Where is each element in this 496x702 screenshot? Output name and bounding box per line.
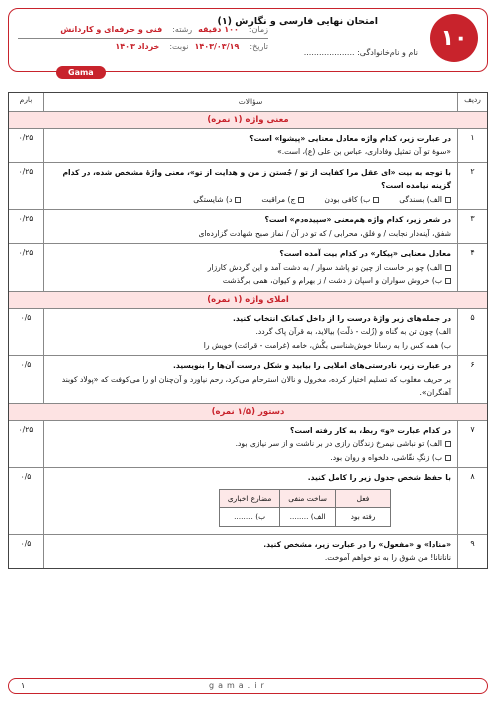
option[interactable]: د) شایستگی bbox=[193, 193, 241, 207]
question-line: ب) همه کس را به رسانا خوش‌شناسی بگُش، خامه (غرامت - قرائت) خویش را bbox=[203, 340, 451, 350]
option[interactable]: ب) زنگِ نقّاشی، دلخواه و روان بود. bbox=[50, 451, 451, 465]
question-line: نانانانا! من شوق را به تو خواهم آموخت. bbox=[324, 553, 451, 562]
checkbox-icon[interactable] bbox=[298, 197, 304, 203]
question-line: بر حریف مغلوب که تسلیم اختیار کرده، مخرول و نالان استرحام می‌کرد، رحم نیاورد و آن‌چنان او را می‌کوفت که «پولاد کوبند آهنگران». bbox=[61, 374, 451, 397]
question-text: در عبارت زیر، نادرستی‌های املایی را بیابید و شکل درست آن‌ها را بنویسید. bbox=[173, 361, 451, 370]
section-title: دستور (۱/۵ نمره) bbox=[9, 404, 487, 421]
question-line: شفق، آینه‌دار نجابت / و فلق، محرابی / که تو در آن / نماز صبح شهادت گزارده‌ای bbox=[198, 228, 451, 238]
question-mark: ۰/۵ bbox=[20, 472, 32, 481]
time-value: ۱۰۰ دقیقه bbox=[198, 25, 239, 34]
page-number: ۱ bbox=[21, 681, 26, 690]
question-number: ۴ bbox=[457, 244, 487, 291]
question-mark: ۰/۲۵ bbox=[18, 248, 34, 257]
question-row bbox=[9, 309, 487, 357]
question-number: ۸ bbox=[457, 468, 487, 534]
question-text: معادل معنایی «پیکار» در کدام بیت آمده است؟ bbox=[279, 249, 451, 258]
verb-table-header: مضارع اخباری bbox=[219, 489, 279, 508]
site-url[interactable]: gama.ir bbox=[209, 681, 268, 690]
option[interactable]: الف) تو نباشی نیمرخ زندگان رازی در بر ناشت و از سر نیازی بود. bbox=[50, 437, 451, 451]
checkbox-icon[interactable] bbox=[445, 278, 451, 284]
question-body bbox=[43, 163, 457, 210]
verb-table-cell[interactable]: الف) ........ bbox=[280, 508, 336, 527]
question-number: ۶ bbox=[457, 356, 487, 403]
question-line: «سوهٔ تو آن تمثیل وفاداری، عباس بن علی (ع)، است.» bbox=[277, 147, 451, 156]
date-value: ۱۴۰۳/۰۳/۱۹ bbox=[194, 42, 240, 51]
question-row bbox=[9, 129, 487, 163]
field-value: فنی و حرفه‌ای و کاردانش bbox=[60, 25, 163, 34]
question-row bbox=[9, 468, 487, 535]
question-mark: ۰/۲۵ bbox=[18, 166, 34, 176]
checkbox-icon[interactable] bbox=[445, 197, 451, 203]
question-number: ۵ bbox=[457, 309, 487, 356]
question-text: در عبارت زیر، کدام واژه معادل معنایی «پیشوا» است؟ bbox=[249, 133, 451, 143]
question-text: در کدام عبارت «و» ربط، به کار رفته است؟ bbox=[290, 425, 451, 435]
option[interactable]: الف) چو بر خاست از چین تو پاشد سوار / به دشت آمد و این گردش کارزار bbox=[50, 261, 451, 275]
question-text: در شعر زیر، کدام واژه هم‌معنی «سپیده‌دم» است؟ bbox=[264, 215, 451, 224]
gama-logo: Gama bbox=[56, 66, 106, 79]
question-mark: ۰/۲۵ bbox=[18, 132, 34, 142]
info-row-2 bbox=[18, 39, 268, 55]
checkbox-icon[interactable] bbox=[445, 455, 451, 461]
question-row bbox=[9, 535, 487, 568]
option[interactable]: الف) بسندگی bbox=[399, 193, 451, 207]
question-mark: ۰/۵ bbox=[20, 538, 32, 548]
question-body bbox=[43, 535, 457, 568]
question-body bbox=[43, 421, 457, 468]
question-row bbox=[9, 244, 487, 292]
question-mark: ۰/۲۵ bbox=[18, 214, 34, 223]
question-body bbox=[43, 309, 457, 356]
student-name-label: نام و نام‌خانوادگی: .................... bbox=[303, 48, 418, 57]
option[interactable]: ب) خروش سواران و اسپان ز دشت / ز بهرام و کیوان، همی برگذشت bbox=[50, 274, 451, 288]
table-header bbox=[9, 93, 487, 112]
verb-table-cell[interactable]: ب) ........ bbox=[219, 508, 279, 527]
question-number: ۱ bbox=[457, 129, 487, 162]
exam-header bbox=[8, 8, 488, 80]
exam-title: امتحان نهایی فارسی و نگارش (۱) bbox=[217, 16, 378, 27]
question-text: در جمله‌های زیر واژهٔ درست را از داخل کمانک انتخاب کنید. bbox=[232, 313, 451, 323]
question-body bbox=[43, 356, 457, 403]
question-number: ۳ bbox=[457, 210, 487, 243]
questions-table bbox=[8, 92, 488, 569]
question-body bbox=[43, 129, 457, 162]
verb-table-cell: رفته بود bbox=[336, 508, 391, 527]
exam-page bbox=[8, 8, 488, 694]
turn-label: نوبت: bbox=[169, 42, 189, 51]
section-title: املای واژه (۱ نمره) bbox=[9, 292, 487, 309]
grade-badge: ۱۰ bbox=[430, 14, 478, 62]
exam-info bbox=[18, 22, 268, 55]
date-label: تاریخ: bbox=[249, 42, 268, 51]
option[interactable]: ب) کافی بودن bbox=[324, 193, 379, 207]
question-mark: ۰/۵ bbox=[20, 312, 32, 322]
checkbox-icon[interactable] bbox=[235, 197, 241, 203]
question-row bbox=[9, 210, 487, 244]
turn-value: خرداد ۱۴۰۳ bbox=[115, 42, 160, 51]
checkbox-icon[interactable] bbox=[445, 265, 451, 271]
question-mark: ۰/۵ bbox=[20, 360, 32, 369]
section-title: معنی واژه (۱ نمره) bbox=[9, 112, 487, 129]
question-text: با توجه به بیت «ای عقل مرا کفایت از تو / جُستن ز من و هدایت از تو»، معنی واژهٔ مشخص شده، در کدام گزینه نیامده است؟ bbox=[62, 167, 451, 190]
verb-table-header: ساخت منفی bbox=[280, 489, 336, 508]
verb-table bbox=[219, 489, 391, 527]
options bbox=[50, 193, 451, 207]
col-num-header: ردیف bbox=[457, 93, 487, 111]
question-body bbox=[43, 210, 457, 243]
question-number: ۷ bbox=[457, 421, 487, 468]
page-footer bbox=[8, 678, 488, 694]
question-mark: ۰/۲۵ bbox=[18, 424, 34, 434]
info-row-1 bbox=[18, 22, 268, 39]
checkbox-icon[interactable] bbox=[445, 441, 451, 447]
question-row bbox=[9, 163, 487, 211]
question-row bbox=[9, 356, 487, 404]
question-number: ۲ bbox=[457, 163, 487, 210]
checkbox-icon[interactable] bbox=[373, 197, 379, 203]
question-line: الف) چون تن به گناه و (زُلت - ذلّت) بیالاید، به قرآن پاک گردد. bbox=[255, 327, 451, 336]
col-questions-header: سؤالات bbox=[43, 93, 457, 111]
question-text: «منادا» و «مفعول» را در عبارت زیر، مشخص کنید. bbox=[263, 539, 451, 549]
question-number: ۹ bbox=[457, 535, 487, 568]
option[interactable]: ج) مراقبت bbox=[261, 193, 304, 207]
col-mark-header: بارم bbox=[19, 95, 33, 104]
question-body bbox=[43, 468, 457, 534]
time-label: زمان: bbox=[248, 25, 268, 34]
student-name-line bbox=[304, 48, 418, 57]
question-row bbox=[9, 421, 487, 469]
verb-table-header: فعل bbox=[336, 489, 391, 508]
question-text: با حفظ شخص جدول زیر را کامل کنید. bbox=[307, 473, 451, 482]
field-label: رشته: bbox=[172, 25, 193, 34]
question-body bbox=[43, 244, 457, 291]
